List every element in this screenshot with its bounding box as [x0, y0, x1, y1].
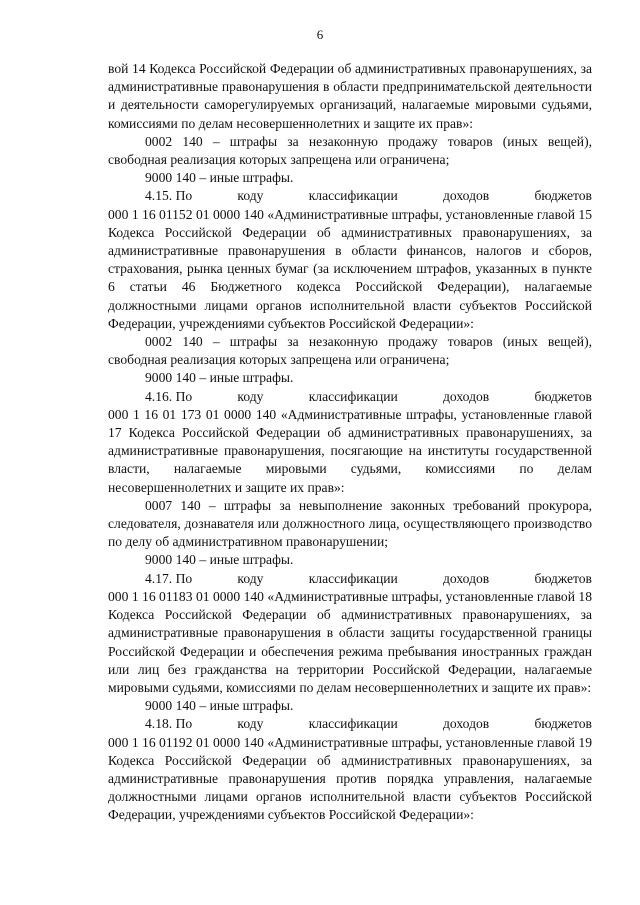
clause-heading-4-16 — [108, 388, 592, 406]
clause-body-4-15: 000 1 16 01152 01 0000 140 «Административные штрафы, установленные главой 15 Кодекса Российской Федерации об административных правонарушениях, за административные правонарушения в области финансов, налогов и сборов, страхования, рынка ценных бумаг (за исключением штрафов, указанных в пункте 6 статьи 46 Бюджетного кодекса Российской Федерации), налагаемые должностными лицами органов исполнительной власти субъектов Российской Федерации, учреждениями субъектов Российской Федерации»: — [108, 206, 592, 331]
clause-number: 4.15. По — [145, 188, 193, 204]
heading-word: бюджетов — [534, 388, 592, 404]
clause-heading-4-18 — [108, 715, 592, 733]
page-number: 6 — [316, 27, 324, 42]
clause-body-4-18: 000 1 16 01192 01 0000 140 «Административные штрафы, установленные главой 19 Кодекса Российской Федерации об административных правонарушениях, за административные правонарушения против порядка управления, налагаемые должностными лицами органов исполнительной власти субъектов Российской Федерации, учреждениями субъектов Российской Федерации»: — [108, 734, 592, 823]
clause-heading-4-17 — [108, 570, 592, 588]
clause-number: 4.16. По — [145, 388, 193, 404]
clause-number: 4.18. По — [145, 716, 193, 732]
paragraph-other-fines: 9000 140 – иные штрафы. — [145, 552, 294, 568]
heading-word: бюджетов — [534, 188, 592, 204]
heading-word: коду — [237, 188, 264, 204]
clause-heading-4-15 — [108, 187, 592, 205]
paragraph-continuation: вой 14 Кодекса Российской Федерации об административных правонарушениях, за административные правонарушения в области предпринимательской деятельности и деятельности саморегулируемых организаций, налагаемые мировыми судьями, комиссиями по делам несовершеннолетних и защите их прав»: — [108, 61, 592, 131]
heading-word: классификации — [308, 188, 398, 204]
paragraph-prosecutor-fine: 0007 140 – штрафы за невыполнение законных требований прокурора, следователя, дознавателя или должностного лица, осуществляющего производство по делу об административном правонарушении; — [108, 497, 592, 550]
heading-word: коду — [237, 716, 264, 732]
heading-word: коду — [237, 570, 264, 586]
clause-body-4-16: 000 1 16 01 173 01 0000 140 «Административные штрафы, установленные главой 17 Кодекса Российской Федерации об административных правонарушениях, за административные правонарушения, посягающие на институты государственной власти, налагаемые мировыми судьями, комиссиями по делам несовершеннолетних и защите их прав»: — [108, 406, 592, 495]
heading-word: классификации — [308, 388, 398, 404]
heading-word: доходов — [443, 716, 490, 732]
paragraph-other-fines: 9000 140 – иные штрафы. — [145, 170, 294, 186]
heading-word: доходов — [443, 188, 490, 204]
clause-number: 4.17. По — [145, 570, 193, 586]
heading-word: бюджетов — [534, 716, 592, 732]
paragraph-fine-sale: 0002 140 – штрафы за незаконную продажу товаров (иных вещей), свободная реализация которых запрещена или ограничена; — [108, 334, 592, 368]
paragraph-other-fines: 9000 140 – иные штрафы. — [145, 698, 294, 714]
heading-word: классификации — [308, 570, 398, 586]
paragraph-other-fines: 9000 140 – иные штрафы. — [145, 370, 294, 386]
clause-body-4-17: 000 1 16 01183 01 0000 140 «Административные штрафы, установленные главой 18 Кодекса Российской Федерации об административных правонарушениях, за административные правонарушения в области защиты государственной границы Российской Федерации и обеспечения режима пребывания иностранных граждан или лиц без гражданства на территории Российской Федерации, налагаемые мировыми судьями, комиссиями по делам несовершеннолетних и защите их прав»: — [108, 588, 592, 695]
heading-word: бюджетов — [534, 570, 592, 586]
heading-word: классификации — [308, 716, 398, 732]
paragraph-fine-sale: 0002 140 – штрафы за незаконную продажу товаров (иных вещей), свободная реализация которых запрещена или ограничена; — [108, 133, 592, 168]
document-body — [108, 60, 592, 825]
heading-word: доходов — [443, 570, 490, 586]
heading-word: доходов — [443, 388, 490, 404]
heading-word: коду — [237, 388, 264, 404]
